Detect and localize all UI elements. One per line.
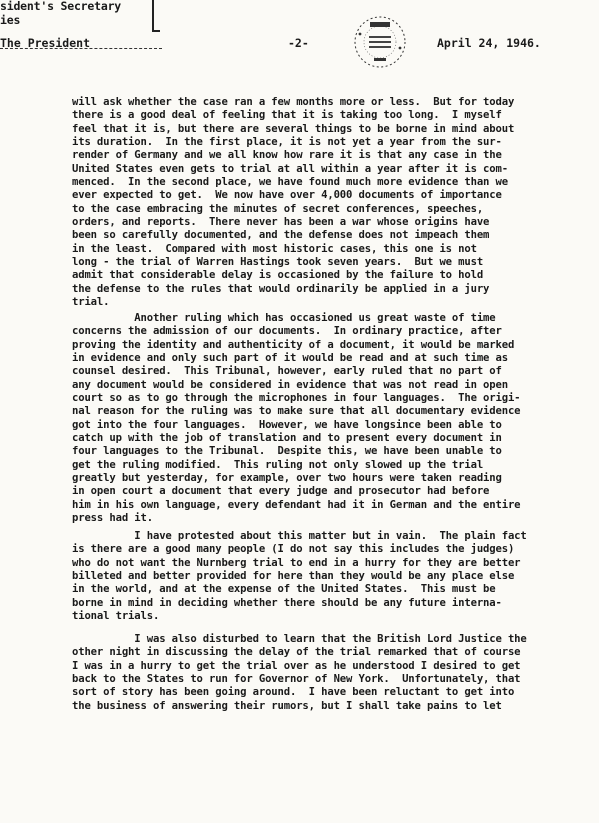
text-line: long - the trial of Warren Hastings took seven years. But we must [72, 256, 484, 269]
text-line: render of Germany and we all know how rare it is that any case in the [72, 149, 502, 162]
text-line: greatly but yesterday, for example, over two hours were taken reading [72, 472, 502, 485]
text-line: got into the four languages. However, we have longsince been able to [72, 418, 502, 431]
text-line: tional trials. [72, 610, 160, 623]
text-line: Another ruling which has occasioned us great waste of time [72, 312, 496, 324]
paragraph-4 [72, 633, 542, 713]
text-line: other night in discussing the delay of the trial remarked that of course [72, 646, 521, 659]
paragraph-1 [72, 96, 542, 310]
paragraph-3 [72, 530, 542, 623]
text-line: billeted and better provided for here than they would be any place else [72, 570, 515, 583]
text-line: to the case embracing the minutes of secret conferences, speeches, [72, 202, 484, 215]
text-line: in evidence and only such part of it would be read and at such time as [72, 352, 508, 365]
text-line: court so as to go through the microphones in four languages. The origi- [72, 392, 521, 405]
paragraph-2 [72, 312, 542, 526]
text-line: the business of answering their rumors, but I shall take pains to let [72, 699, 502, 712]
text-line: four languages to the Tribunal. Despite this, we have been unable to [72, 445, 502, 458]
text-line: orders, and reports. There never has been a war whose origins have [72, 216, 490, 229]
text-line: counsel desired. This Tribunal, however, early ruled that no part of [72, 365, 502, 378]
text-line: in the world, and at the expense of the United States. This must be [72, 583, 496, 596]
text-line: sort of story has been going around. I have been reluctant to get into [72, 686, 515, 699]
text-line: menced. In the second place, we have found much more evidence than we [72, 176, 508, 189]
text-line: ever expected to get. We now have over 4,000 documents of importance [72, 189, 502, 202]
text-line: its duration. In the first place, it is not yet a year from the sur- [72, 136, 502, 149]
text-line: press had it. [72, 512, 153, 525]
header-fragment-line2: ies [0, 13, 21, 27]
text-line: will ask whether the case ran a few months more or less. But for today [72, 96, 515, 108]
text-line: any document would be considered in evidence that was not read in open [72, 378, 508, 391]
document-date: April 24, 1946. [437, 36, 541, 50]
text-line: trial. [72, 296, 110, 309]
text-line: United States even gets to trial at all within a year after it is com- [72, 162, 508, 175]
header-to: The President [0, 36, 91, 50]
page-number: -2- [288, 36, 309, 50]
text-line: borne in mind in deciding whether there should be any future interna- [72, 596, 502, 609]
text-line: is there are a good many people (I do not say this includes the judges) [72, 543, 515, 556]
text-line: who do not want the Nurnberg trial to end in a hurry for they are better [72, 556, 521, 569]
text-line: there is a good deal of feeling that it is taking too long. I myself [72, 109, 502, 122]
text-line: back to the States to run for Governor of New York. Unfortunately, that [72, 673, 521, 686]
paper-clip-mark [152, 0, 160, 32]
received-stamp-graphic [352, 14, 408, 70]
text-line: admit that considerable delay is occasioned by the failure to hold [72, 269, 484, 282]
text-line: catch up with the job of translation and to present every document in [72, 432, 502, 445]
text-line: I was also disturbed to learn that the British Lord Justice the [72, 633, 527, 645]
header-fragment-line1: sident's Secretary [0, 0, 122, 13]
text-line: concerns the admission of our documents. In ordinary practice, after [72, 325, 502, 338]
text-line: in the least. Compared with most historic cases, this one is not [72, 242, 477, 255]
header-rule [0, 48, 162, 49]
text-line: I was in a hurry to get the trial over as he understood I desired to get [72, 659, 521, 672]
text-line: get the ruling modified. This ruling not only slowed up the trial [72, 458, 484, 471]
text-line: been so carefully documented, and the defense does not impeach them [72, 229, 490, 242]
text-line: nal reason for the ruling was to make sure that all documentary evidence [72, 405, 521, 418]
text-line: in open court a document that every judge and prosecutor had before [72, 485, 490, 498]
text-line: him in his own language, every defendant had it in German and the entire [72, 498, 521, 511]
text-line: I have protested about this matter but in vain. The plain fact [72, 530, 527, 542]
text-line: feel that it is, but there are several things to be borne in mind about [72, 122, 515, 135]
text-line: the defense to the rules that would ordinarily be applied in a jury [72, 282, 490, 295]
text-line: proving the identity and authenticity of a document, it would be marked [72, 338, 515, 351]
received-stamp [352, 14, 408, 70]
